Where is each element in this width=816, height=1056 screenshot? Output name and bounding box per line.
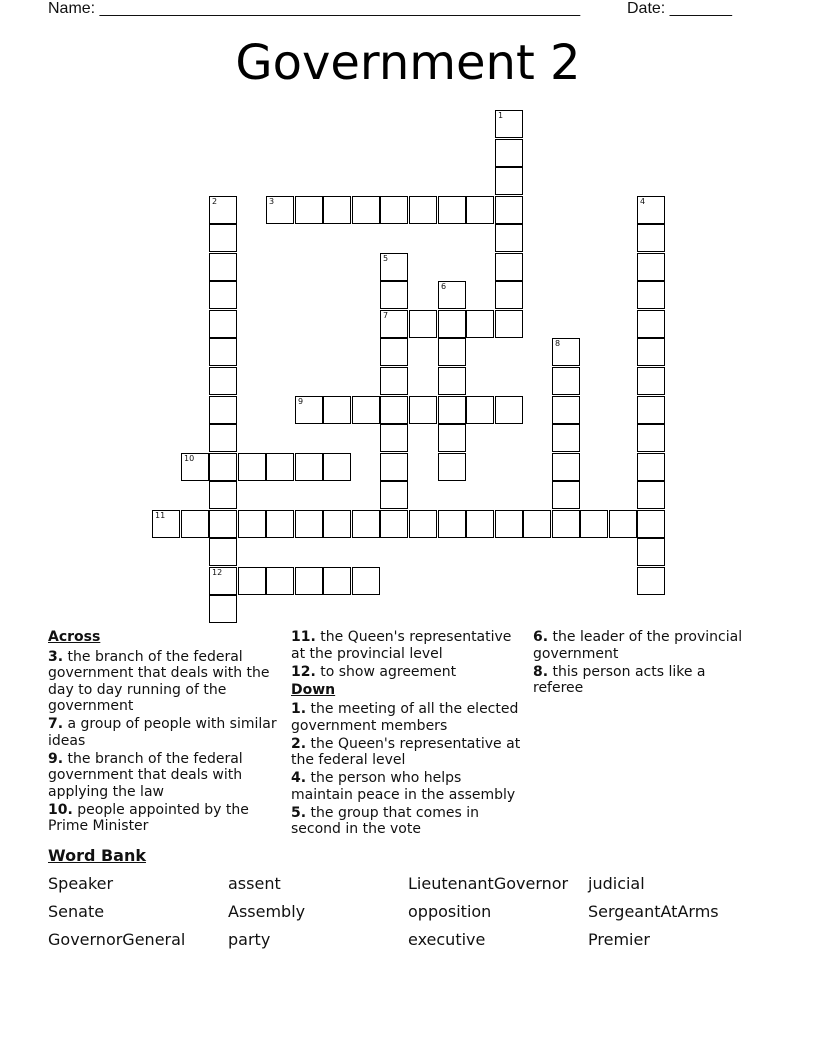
clue-number: 12	[212, 568, 223, 577]
crossword-cell[interactable]	[380, 453, 408, 481]
word-bank-item: executive	[408, 930, 486, 949]
crossword-cell[interactable]	[380, 310, 408, 338]
date-field-label: Date: _______	[627, 0, 732, 17]
crossword-cell[interactable]	[295, 396, 323, 424]
crossword-cell[interactable]	[409, 396, 437, 424]
clue-down-8: 8. this person acts like a referee	[533, 663, 706, 696]
crossword-cell[interactable]	[238, 453, 266, 481]
clue-down-4: 4. the person who helps maintain peace in the assembly	[291, 770, 516, 803]
crossword-cell[interactable]	[209, 453, 237, 481]
down-heading: Down	[291, 681, 336, 698]
crossword-cell[interactable]	[495, 510, 523, 538]
crossword-cell[interactable]	[209, 367, 237, 395]
crossword-cell[interactable]	[438, 424, 466, 452]
crossword-cell[interactable]	[209, 310, 237, 338]
crossword-cell[interactable]	[181, 510, 209, 538]
clue-across-12: 12. to show agreement	[291, 663, 457, 680]
crossword-cell[interactable]	[209, 196, 237, 224]
crossword-cell[interactable]	[637, 224, 665, 252]
crossword-cell[interactable]	[466, 510, 494, 538]
crossword-cell[interactable]	[238, 510, 266, 538]
word-bank-item: Speaker	[48, 874, 114, 893]
crossword-cell[interactable]	[552, 367, 580, 395]
word-bank-item: GovernorGeneral	[48, 930, 186, 949]
crossword-cell[interactable]	[380, 424, 408, 452]
crossword-cell[interactable]	[552, 510, 580, 538]
crossword-cell[interactable]	[495, 224, 523, 252]
crossword-cell[interactable]	[209, 424, 237, 452]
clue-down-5: 5. the group that comes in second in the vote	[291, 804, 479, 837]
clue-number: 2	[212, 197, 218, 206]
word-bank-item: opposition	[408, 902, 492, 921]
crossword-cell[interactable]	[295, 196, 323, 224]
crossword-cell[interactable]	[637, 253, 665, 281]
crossword-cell[interactable]	[637, 567, 665, 595]
word-bank-item: Senate	[48, 902, 105, 921]
crossword-cell[interactable]	[409, 510, 437, 538]
crossword-cell[interactable]	[637, 424, 665, 452]
crossword-cell[interactable]	[323, 453, 351, 481]
crossword-cell[interactable]	[466, 310, 494, 338]
crossword-cell[interactable]	[380, 396, 408, 424]
crossword-cell[interactable]	[637, 538, 665, 566]
clue-number: 6	[441, 282, 447, 291]
crossword-cell[interactable]	[609, 510, 637, 538]
crossword-cell[interactable]	[152, 510, 180, 538]
crossword-cell[interactable]	[523, 510, 551, 538]
crossword-cell[interactable]	[552, 396, 580, 424]
crossword-cell[interactable]	[637, 481, 665, 509]
crossword-cell[interactable]	[637, 453, 665, 481]
word-bank-title: Word Bank	[48, 846, 147, 865]
crossword-cell[interactable]	[637, 396, 665, 424]
crossword-cell[interactable]	[580, 510, 608, 538]
crossword-cell[interactable]	[552, 424, 580, 452]
crossword-cell[interactable]	[266, 567, 294, 595]
word-bank-item: Assembly	[228, 902, 306, 921]
clues-column-1	[48, 629, 284, 836]
crossword-cell[interactable]	[495, 196, 523, 224]
clue-across-11: 11. the Queen's representative at the provincial level	[291, 629, 512, 662]
crossword-cell[interactable]	[209, 595, 237, 623]
crossword-cell[interactable]	[495, 167, 523, 195]
crossword-cell[interactable]	[409, 196, 437, 224]
crossword-cell[interactable]	[323, 396, 351, 424]
crossword-cell[interactable]	[438, 453, 466, 481]
crossword-cell[interactable]	[495, 253, 523, 281]
clue-number: 4	[640, 197, 646, 206]
crossword-cell[interactable]	[637, 310, 665, 338]
crossword-cell[interactable]	[209, 281, 237, 309]
crossword-cell[interactable]	[552, 481, 580, 509]
crossword-cell[interactable]	[209, 567, 237, 595]
crossword-cell[interactable]	[380, 196, 408, 224]
crossword-cell[interactable]	[266, 510, 294, 538]
clue-number: 10	[184, 454, 195, 463]
crossword-cell[interactable]	[380, 510, 408, 538]
word-bank-item: assent	[228, 874, 281, 893]
clue-number: 5	[383, 254, 389, 263]
word-bank-item: SergeantAtArms	[588, 902, 719, 921]
word-bank-item: LieutenantGovernor	[408, 874, 569, 893]
crossword-cell[interactable]	[266, 453, 294, 481]
crossword-cell[interactable]	[295, 567, 323, 595]
crossword-cell[interactable]	[266, 196, 294, 224]
crossword-cell[interactable]	[438, 338, 466, 366]
clue-number: 8	[555, 339, 561, 348]
crossword-cell[interactable]	[466, 196, 494, 224]
crossword-cell[interactable]	[209, 396, 237, 424]
clue-across-9: 9. the branch of the federal government that deals with applying the law	[48, 750, 243, 800]
crossword-cell[interactable]	[209, 481, 237, 509]
crossword-cell[interactable]	[295, 510, 323, 538]
crossword-cell[interactable]	[323, 567, 351, 595]
crossword-cell[interactable]	[352, 396, 380, 424]
word-bank-item: party	[228, 930, 271, 949]
crossword-cell[interactable]	[380, 338, 408, 366]
crossword-cell[interactable]	[495, 281, 523, 309]
clue-number: 11	[155, 511, 166, 520]
clues-column-2	[291, 629, 527, 839]
clue-across-10: 10. people appointed by the Prime Minister	[48, 801, 249, 834]
crossword-cell[interactable]	[438, 196, 466, 224]
clue-number: 9	[298, 397, 304, 406]
word-bank-item: Premier	[588, 930, 650, 949]
crossword-cell[interactable]	[495, 310, 523, 338]
crossword-cell[interactable]	[238, 567, 266, 595]
crossword-cell[interactable]	[637, 338, 665, 366]
crossword-cell[interactable]	[352, 567, 380, 595]
crossword-cell[interactable]	[637, 367, 665, 395]
clue-down-2: 2. the Queen's representative at the federal level	[291, 735, 521, 768]
crossword-cell[interactable]	[380, 253, 408, 281]
crossword-cell[interactable]	[495, 110, 523, 138]
crossword-cell[interactable]	[438, 367, 466, 395]
crossword-cell[interactable]	[637, 281, 665, 309]
crossword-cell[interactable]	[209, 224, 237, 252]
clue-down-6: 6. the leader of the provincial government	[533, 629, 743, 662]
crossword-cell[interactable]	[209, 253, 237, 281]
clue-down-1: 1. the meeting of all the elected government members	[291, 701, 519, 734]
crossword-cell[interactable]	[438, 510, 466, 538]
crossword-cell[interactable]	[495, 396, 523, 424]
crossword-cell[interactable]	[209, 510, 237, 538]
crossword-cell[interactable]	[323, 510, 351, 538]
crossword-cell[interactable]	[380, 481, 408, 509]
crossword-cell[interactable]	[552, 338, 580, 366]
across-heading: Across	[48, 629, 101, 645]
crossword-cell[interactable]	[181, 453, 209, 481]
clue-across-7: 7. a group of people with similar ideas	[48, 716, 277, 749]
clue-number: 1	[498, 111, 504, 120]
word-bank-item: judicial	[588, 874, 645, 893]
crossword-cell[interactable]	[209, 538, 237, 566]
name-field-label: Name: ______________________________________________________	[48, 0, 581, 17]
crossword-cell[interactable]	[352, 510, 380, 538]
crossword-cell[interactable]	[438, 310, 466, 338]
crossword-cell[interactable]	[209, 338, 237, 366]
crossword-cell[interactable]	[438, 396, 466, 424]
clues-column-3	[533, 629, 753, 698]
crossword-cell[interactable]	[637, 196, 665, 224]
crossword-cell[interactable]	[352, 196, 380, 224]
crossword-cell[interactable]	[380, 281, 408, 309]
crossword-cell[interactable]	[552, 453, 580, 481]
crossword-cell[interactable]	[295, 453, 323, 481]
clue-number: 3	[269, 197, 275, 206]
crossword-cell[interactable]	[438, 281, 466, 309]
crossword-cell[interactable]	[323, 196, 351, 224]
crossword-cell[interactable]	[466, 396, 494, 424]
clue-number: 7	[383, 311, 389, 320]
clue-across-3: 3. the branch of the federal government that deals with the day to day running of the government	[48, 648, 270, 714]
crossword-cell[interactable]	[495, 139, 523, 167]
crossword-cell[interactable]	[409, 310, 437, 338]
crossword-cell[interactable]	[380, 367, 408, 395]
crossword-cell[interactable]	[637, 510, 665, 538]
page-title: Government 2	[235, 35, 581, 91]
